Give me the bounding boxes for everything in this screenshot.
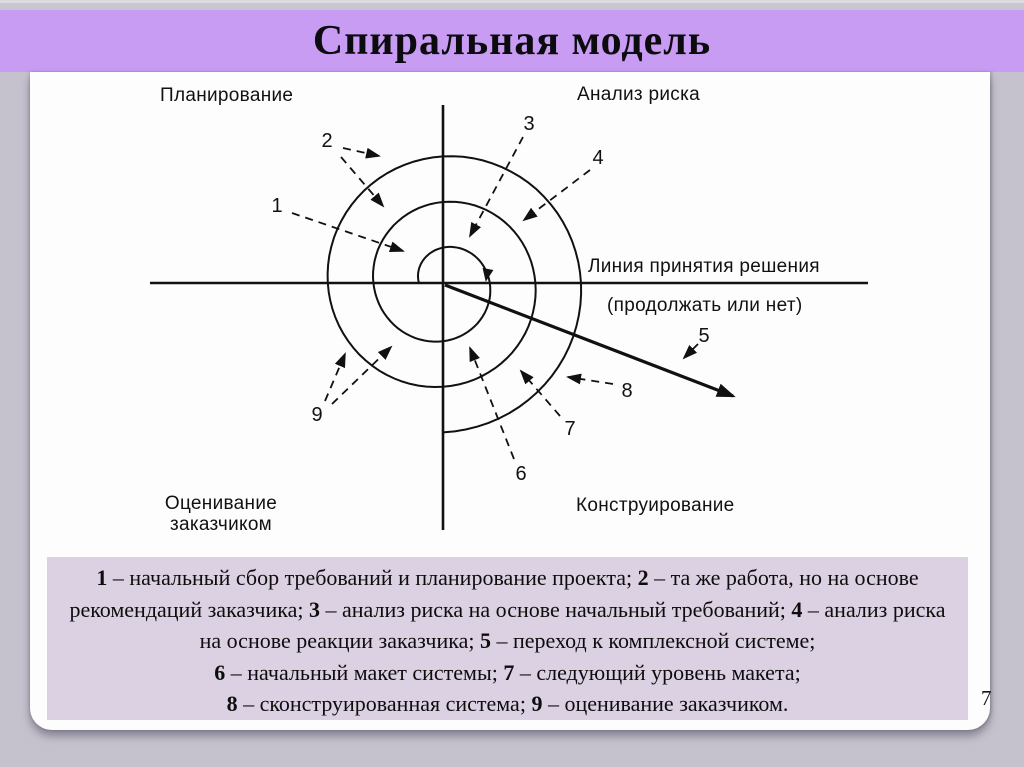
callout-arrow-2a [343, 148, 379, 156]
marker-label-9: 9 [311, 404, 323, 426]
marker-label-3: 3 [523, 113, 535, 135]
marker-label-6: 6 [515, 463, 527, 485]
callout-arrow-3 [470, 137, 523, 236]
quadrant-label-construction: Конструирование [576, 495, 735, 516]
legend-item-number: 6 [214, 659, 226, 685]
legend-item-text: – та же работа, но на основе рекомендаций заказчика; [69, 565, 919, 622]
callout-arrow-1 [292, 213, 403, 251]
legend-item-number: 2 [637, 565, 649, 590]
quadrant-label-evaluation-line1: Оценивание [164, 493, 278, 514]
legend-item-text: – следующий уровень макета; [514, 659, 801, 685]
legend-item-text: – анализ риска на основе начальный требований; [320, 596, 792, 622]
marker-label-7: 7 [564, 418, 576, 440]
marker-label-8: 8 [621, 380, 633, 402]
marker-label-5: 5 [698, 325, 710, 347]
spiral-diagram [30, 72, 990, 550]
callout-arrow-6 [470, 348, 514, 459]
page-number: 7 [981, 686, 992, 710]
callout-arrow-8 [568, 377, 613, 384]
legend-line [47, 562, 968, 657]
legend-line [47, 688, 968, 720]
marker-label-1: 1 [271, 195, 283, 217]
legend-item-text: – начальный сбор требований и планирование проекта; [107, 565, 638, 590]
legend-box [47, 557, 968, 720]
legend-item-text: – начальный макет системы; [225, 659, 504, 685]
legend-line [47, 657, 968, 689]
legend-item-number: 9 [531, 691, 543, 716]
callout-arrow-7 [521, 371, 560, 416]
callout-arrow-2b [341, 157, 383, 206]
quadrant-label-evaluation-line2: заказчиком [169, 514, 273, 535]
quadrant-label-planning: Планирование [160, 85, 294, 106]
legend-item-number: 7 [503, 659, 515, 685]
legend-item-number: 5 [479, 628, 491, 653]
marker-label-4: 4 [592, 147, 604, 169]
quadrant-label-risk-analysis: Анализ риска [577, 84, 700, 105]
decision-line-label-2: (продолжать или нет) [607, 295, 803, 316]
slide-title: Спиральная модель [312, 18, 712, 64]
legend-item-number: 3 [309, 596, 321, 622]
legend-item-number: 8 [226, 691, 238, 716]
legend-item-text: – переход к комплексной системе; [490, 628, 816, 653]
legend-item-number: 4 [791, 596, 803, 622]
marker-label-2: 2 [321, 130, 333, 152]
top-strip [0, 0, 1024, 10]
content-card [30, 72, 990, 730]
legend-item-text: – сконструированная система; [237, 691, 532, 716]
callout-arrow-5 [684, 344, 698, 358]
legend-item-text: – оценивание заказчиком. [542, 691, 789, 716]
decision-line-label-1: Линия принятия решения [588, 256, 820, 277]
legend-item-text: – анализ риска на основе реакции заказчика; [199, 596, 946, 653]
title-bar [0, 10, 1024, 72]
spiral-path [328, 156, 581, 432]
legend-item-number: 1 [96, 565, 108, 590]
spiral-direction-arrowhead [480, 268, 493, 283]
